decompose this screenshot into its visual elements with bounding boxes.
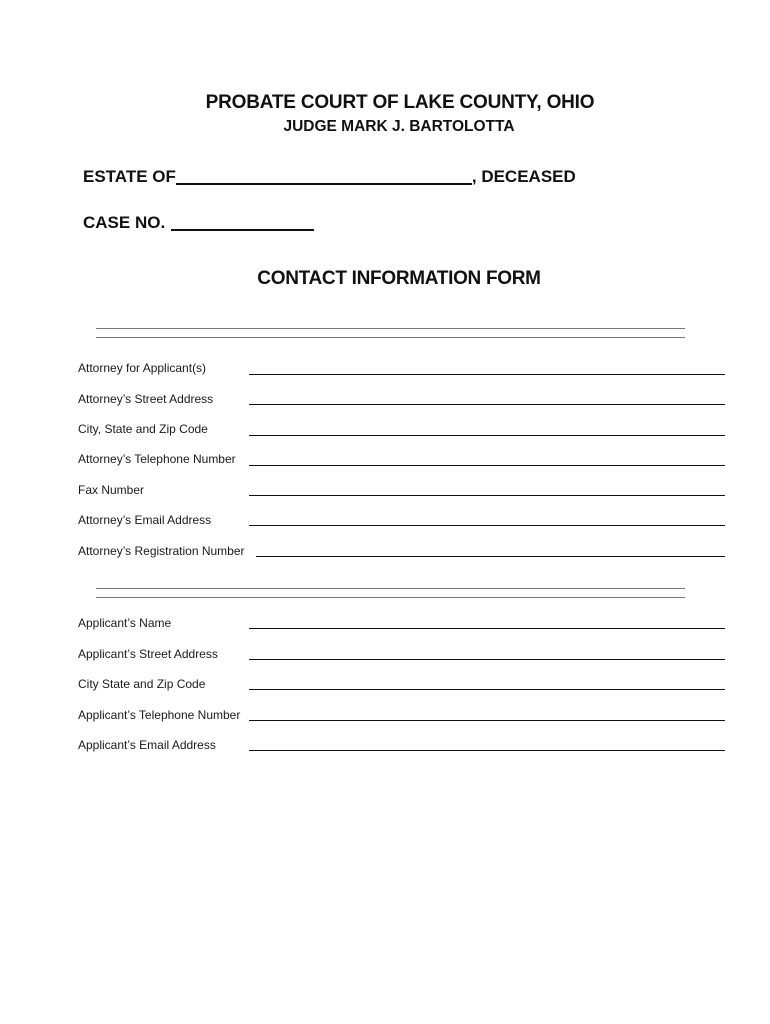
judge-name: JUDGE MARK J. BARTOLOTTA <box>283 118 515 135</box>
applicant-email-label: Applicant’s Email Address <box>78 738 216 752</box>
applicant-divider-bottom <box>96 597 685 598</box>
applicant-name-label: Applicant’s Name <box>78 616 172 630</box>
form-title: CONTACT INFORMATION FORM <box>257 268 541 289</box>
applicant-street-address-label: Applicant’s Street Address <box>78 647 218 661</box>
fax-number-label: Fax Number <box>78 483 145 497</box>
applicant-street-address-field[interactable] <box>249 659 725 660</box>
attorney-city-state-zip-field[interactable] <box>249 435 725 436</box>
attorney-telephone-field[interactable] <box>249 465 725 466</box>
attorney-email-field[interactable] <box>249 525 725 526</box>
attorney-street-address-field[interactable] <box>249 404 725 405</box>
attorney-registration-label: Attorney’s Registration Number <box>78 544 245 558</box>
attorney-for-applicant-field[interactable] <box>249 374 725 375</box>
case-number-line <box>83 212 314 233</box>
attorney-registration-field[interactable] <box>256 556 725 557</box>
applicant-city-state-zip-field[interactable] <box>249 689 725 690</box>
section-divider-bottom <box>96 337 685 338</box>
attorney-email-label: Attorney’s Email Address <box>78 513 212 527</box>
attorney-street-address-label: Attorney’s Street Address <box>78 392 214 406</box>
estate-suffix: , DECEASED <box>471 167 576 186</box>
applicant-divider-top <box>96 588 685 589</box>
applicant-city-state-zip-label: City State and Zip Code <box>78 677 206 691</box>
applicant-telephone-label: Applicant’s Telephone Number <box>78 708 241 722</box>
applicant-telephone-field[interactable] <box>249 720 725 721</box>
applicant-name-field[interactable] <box>249 628 725 629</box>
estate-line <box>83 166 576 187</box>
attorney-telephone-label: Attorney’s Telephone Number <box>78 452 236 466</box>
fax-number-field[interactable] <box>249 495 725 496</box>
section-divider-top <box>96 328 685 329</box>
case-number-blank[interactable] <box>171 212 314 231</box>
estate-name-blank[interactable] <box>176 166 472 185</box>
estate-prefix: ESTATE OF <box>83 167 176 186</box>
applicant-email-field[interactable] <box>249 750 725 751</box>
attorney-for-applicant-label: Attorney for Applicant(s) <box>78 361 207 375</box>
attorney-city-state-zip-label: City, State and Zip Code <box>78 422 208 436</box>
court-title: PROBATE COURT OF LAKE COUNTY, OHIO <box>205 92 595 113</box>
case-no-label: CASE NO. <box>83 213 166 232</box>
